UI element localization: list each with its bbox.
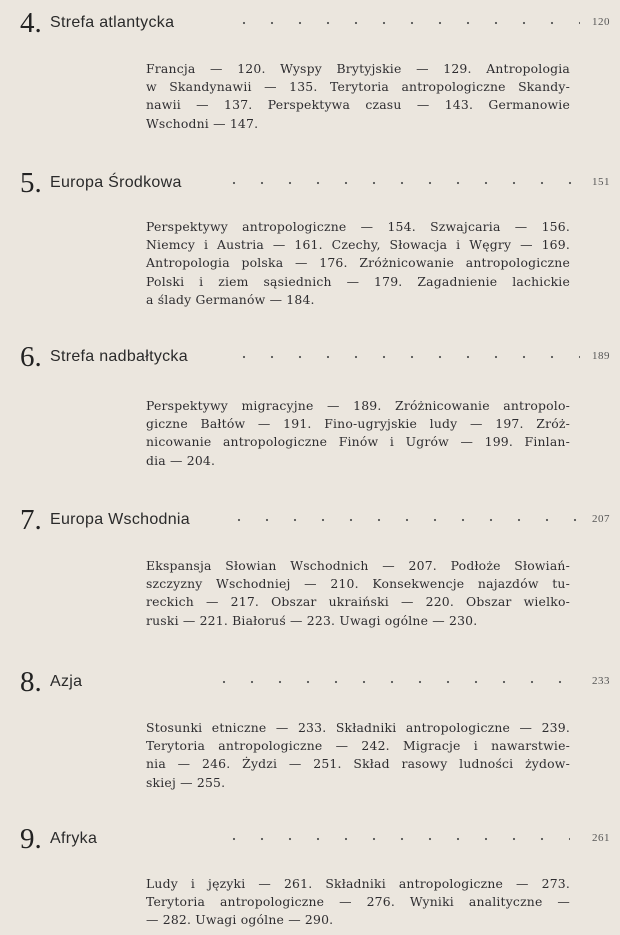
chapter-number: 9.: [20, 823, 42, 855]
contents-line: reckich — 217. Obszar ukraiński — 220. Obszar wielko-: [146, 594, 570, 610]
dot-leader: [220, 834, 570, 844]
dot-leader: [225, 515, 580, 525]
chapter-heading: [20, 503, 610, 537]
chapter-heading: [20, 665, 610, 699]
chapter-title: Strefa atlantycka: [50, 14, 175, 31]
chapter-title: Europa Wschodnia: [50, 511, 190, 528]
dot-leader: [220, 178, 580, 188]
chapter-title: Afryka: [50, 830, 98, 847]
chapter-title: Strefa nadbałtycka: [50, 348, 188, 365]
contents-line: ruski — 221. Białoruś — 223. Uwagi ogólne — 230.: [146, 612, 478, 628]
contents-line: a ślady Germanów — 184.: [146, 291, 315, 307]
chapter-contents: [146, 60, 570, 133]
chapter-heading: [20, 340, 610, 374]
contents-line: nia — 246. Żydzi — 251. Skład rasowy ludności żydow-: [146, 756, 570, 772]
contents-line: Niemcy i Austria — 161. Czechy, Słowacja i Węgry — 169.: [146, 237, 570, 253]
chapter-number: 8.: [20, 666, 42, 698]
contents-line: skiej — 255.: [146, 774, 226, 790]
contents-line: szczyzny Wschodniej — 210. Konsekwencje najazdów tu-: [146, 576, 570, 592]
chapter-page-number: 151: [592, 176, 610, 188]
chapter-heading: [20, 166, 610, 200]
contents-line: Stosunki etniczne — 233. Składniki antropologiczne — 239.: [146, 720, 570, 735]
chapter-page-number: 207: [592, 513, 610, 525]
contents-line: giczne Bałtów — 191. Fino-ugryjskie ludy — 197. Zróż-: [146, 416, 570, 432]
dot-leader: [210, 677, 570, 687]
chapter-page-number: 233: [592, 675, 610, 687]
contents-line: Perspektywy migracyjne — 189. Zróżnicowanie antropolo-: [146, 398, 570, 413]
chapter-page-number: 120: [592, 16, 610, 28]
contents-line: nicowanie antropologiczne Finów i Ugrów — 199. Finlan-: [146, 434, 570, 450]
chapter-title: Europa Środkowa: [50, 174, 182, 191]
contents-line: Wschodni — 147.: [146, 115, 259, 131]
contents-line: w Skandynawii — 135. Terytoria antropologiczne Skandy-: [146, 79, 570, 95]
dot-leader: [230, 18, 580, 28]
chapter-number: 7.: [20, 504, 42, 536]
contents-line: Ekspansja Słowian Wschodnich — 207. Podłoże Słowiań-: [146, 558, 570, 573]
chapter-heading: [20, 822, 610, 856]
contents-line: Terytoria antropologiczne — 276. Wyniki analityczne —: [146, 894, 570, 910]
contents-line: Perspektywy antropologiczne — 154. Szwajcaria — 156.: [146, 219, 570, 234]
chapter-number: 5.: [20, 167, 42, 199]
chapter-number: 6.: [20, 341, 42, 373]
chapter-heading: [20, 6, 610, 40]
chapter-title: Azja: [50, 673, 83, 690]
chapter-contents: [146, 557, 570, 630]
contents-line: Francja — 120. Wyspy Brytyjskie — 129. Antropologia: [146, 61, 570, 76]
contents-line: Ludy i języki — 261. Składniki antropologiczne — 273.: [146, 876, 570, 891]
chapter-contents: [146, 875, 570, 930]
chapter-page-number: 189: [592, 350, 610, 362]
chapter-page-number: 261: [592, 832, 610, 844]
contents-line: Terytoria antropologiczne — 242. Migracje i nawarstwie-: [146, 738, 570, 754]
contents-line: nawii — 137. Perspektywa czasu — 143. Germanowie: [146, 97, 570, 113]
chapter-contents: [146, 218, 570, 309]
chapter-number: 4.: [20, 7, 42, 39]
chapter-contents: [146, 397, 570, 470]
contents-line: — 282. Uwagi ogólne — 290.: [146, 912, 334, 928]
chapter-contents: [146, 719, 570, 792]
contents-line: Antropologia polska — 176. Zróżnicowanie antropologiczne: [146, 255, 570, 271]
dot-leader: [230, 352, 580, 362]
contents-line: Polski i ziem sąsiednich — 179. Zagadnienie lachickie: [146, 273, 570, 289]
contents-line: dia — 204.: [146, 452, 216, 468]
